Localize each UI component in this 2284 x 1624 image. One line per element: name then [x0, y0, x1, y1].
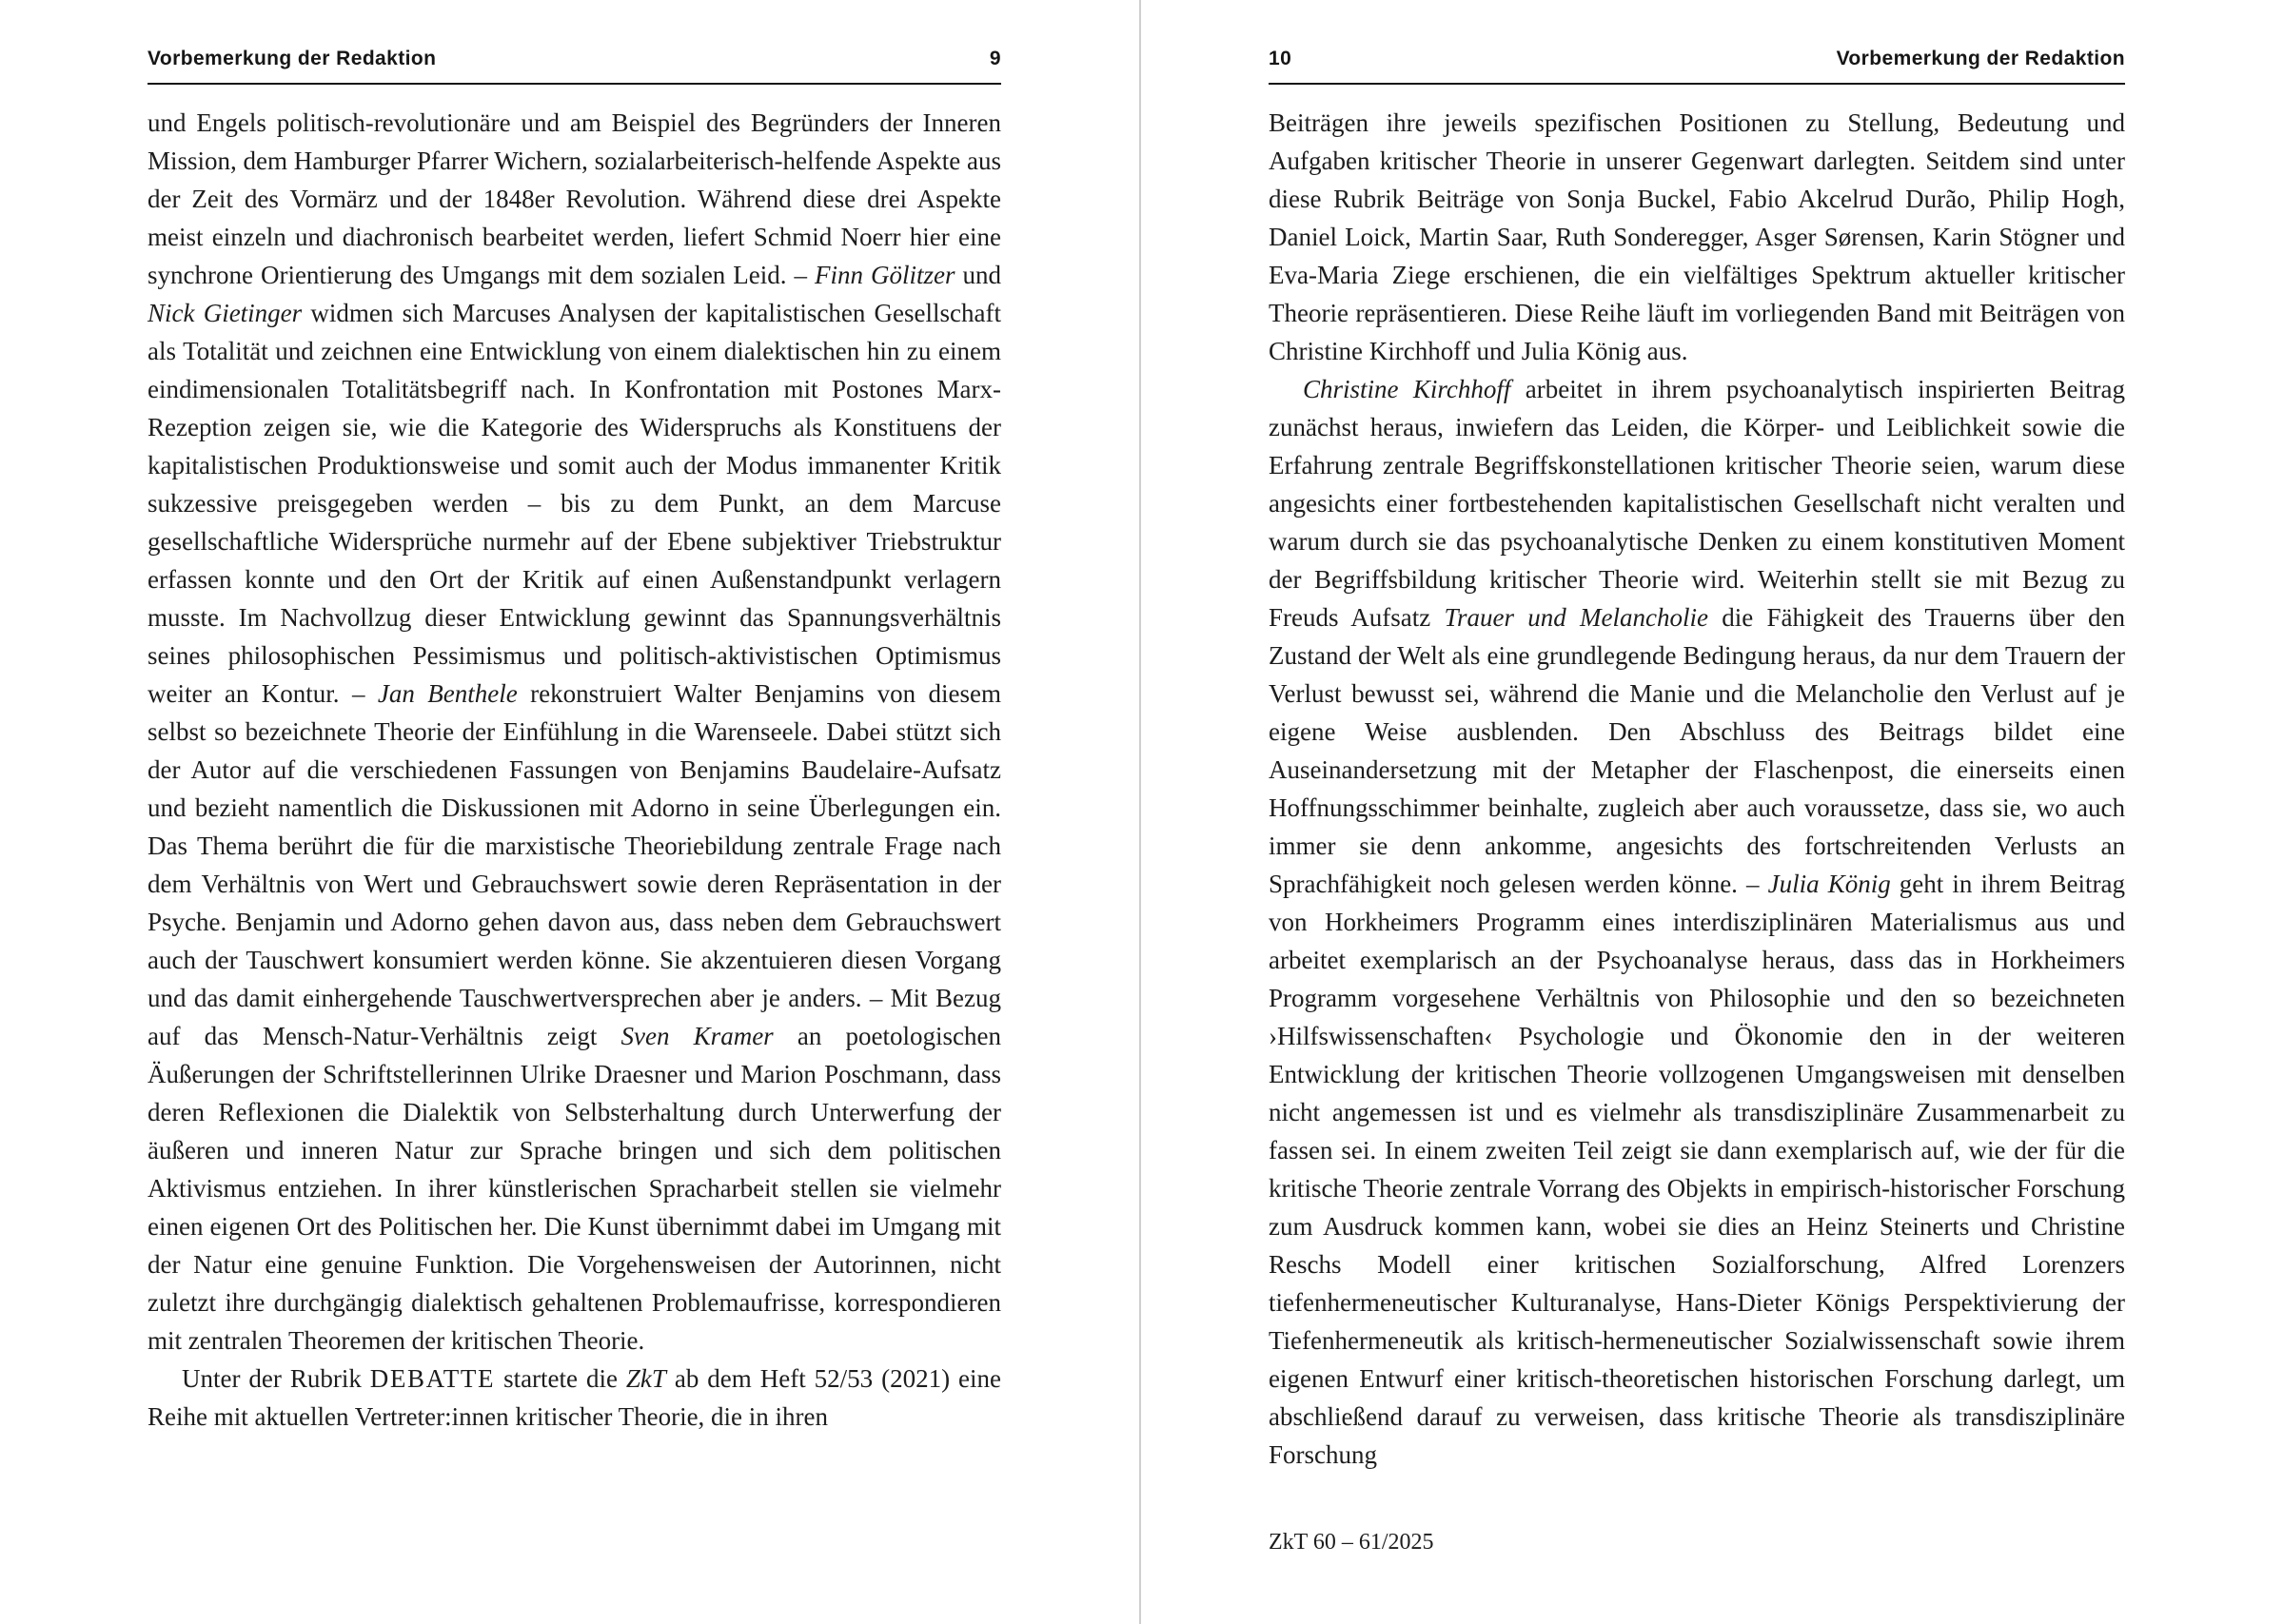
running-head-right [1269, 48, 2125, 83]
paragraph: Beiträgen ihre jeweils spezifischen Positionen zu Stellung, Bedeutung und Aufgaben kritischer Theorie in unserer Gegenwart darlegten. Seitdem sind unter diese Rubrik Beiträge von Sonja Buckel, Fabio Akcelrud Durão, Philip Hogh, Daniel Loick, Martin Saar, Ruth Sonderegger, Asger Sørensen, Karin Stögner und Eva-Maria Ziege erschienen, die ein vielfältiges Spektrum aktueller kritischer Theorie repräsentieren. Diese Reihe läuft im vorliegenden Band mit Beiträgen von Christine Kirchhoff und Julia König aus. [1269, 108, 2125, 365]
running-header-title: Vorbemerkung der Redaktion [1836, 48, 2125, 69]
paragraph: und Engels politisch-revolutionäre und am Beispiel des Begründers der Inneren Mission, dem Hamburger Pfarrer Wichern, sozialarbeiterisch-helfende Aspekte aus der Zeit des Vormärz und der 1848er Revolution. Während diese drei Aspekte meist einzeln und diachronisch bearbeitet werden, liefert Schmid Noerr hier eine synchrone Orientierung des Umgangs mit dem sozialen Leid. – Finn Gölitzer und Nick Gietinger widmen sich Marcuses Analysen der kapitalistischen Gesellschaft als Totalität und zeichnen eine Entwicklung von einem dialektischen hin zu einem eindimensionalen Totalitätsbegriff nach. In Konfrontation mit Postones Marx-Rezeption zeigen sie, wie die Kategorie des Widerspruchs als Konstituens der kapitalistischen Produktionsweise und somit auch der Modus immanenter Kritik sukzessive preisgegeben werden – bis zu dem Punkt, an dem Marcuse gesellschaftliche Widersprüche nurmehr auf der Ebene subjektiver Triebstruktur erfassen konnte und den Ort der Kritik auf einen Außenstandpunkt verlagern musste. Im Nachvollzug dieser Entwicklung gewinnt das Spannungsverhältnis seines philosophischen Pessimismus und politisch-aktivistischen Optimismus weiter an Kontur. – Jan Benthele rekonstruiert Walter Benjamins von diesem selbst so bezeichnete Theorie der Einfühlung in die Warenseele. Dabei stützt sich der Autor auf die verschiedenen Fassungen von Benjamins Baudelaire-Aufsatz und bezieht namentlich die Diskussionen mit Adorno in seine Überlegungen ein. Das Thema berührt die für die marxistische Theoriebildung zentrale Frage nach dem Verhältnis von Wert und Gebrauchswert sowie deren Repräsentation in der Psyche. Benjamin und Adorno gehen davon aus, dass neben dem Gebrauchswert auch der Tauschwert konsumiert werden könne. Sie akzentuieren diesen Vorgang und das damit einhergehende Tauschwertversprechen aber je anders. – Mit Bezug auf das Mensch-Natur-Verhältnis zeigt Sven Kramer an poetologischen Äußerungen der Schriftstellerinnen Ulrike Draesner und Marion Poschmann, dass deren Reflexionen die Dialektik von Selbsterhaltung durch Unterwerfung der äußeren und inneren Natur zur Sprache bringen und sich dem politischen Aktivismus entziehen. In ihrer künstlerischen Spracharbeit stellen sie vielmehr einen eigenen Ort des Politischen her. Die Kunst übernimmt dabei im Umgang mit der Natur eine genuine Funktion. Die Vorgehensweisen der Autorinnen, nicht zuletzt ihre durchgängig dialektisch gehaltenen Problemaufrisse, korrespondieren mit zentralen Theoremen der kritischen Theorie. [148, 108, 1002, 1355]
journal-footer: ZkT 60 – 61/2025 [1269, 1530, 1434, 1555]
page-number: 10 [1269, 48, 1292, 69]
page-left-inner [148, 48, 1001, 1436]
page-left [0, 0, 1139, 1624]
header-rule [1269, 83, 2125, 85]
page-number: 9 [989, 48, 1001, 69]
right-page-body [1269, 104, 2125, 1474]
running-header-title: Vorbemerkung der Redaktion [148, 48, 437, 69]
page-right [1141, 0, 2284, 1624]
running-head-left [148, 48, 1001, 83]
paragraph: Christine Kirchhoff arbeitet in ihrem psychoanalytisch inspirierten Beitrag zunächst heraus, inwiefern das Leiden, die Körper- und Leiblichkeit sowie die Erfahrung zentrale Begriffskonstellationen kritischer Theorie seien, warum diese angesichts einer fortbestehenden kapitalistischen Gesellschaft nicht veralten und warum durch sie das psychoanalytische Denken zu einem konstitutiven Moment der Begriffsbildung kritischer Theorie wird. Weiterhin stellt sie mit Bezug zu Freuds Aufsatz Trauer und Melancholie die Fähigkeit des Trauerns über den Zustand der Welt als eine grundlegende Bedingung heraus, da nur dem Trauern der Verlust bewusst sei, während die Manie und die Melancholie den Verlust auf je eigene Weise ausblenden. Den Abschluss des Beitrags bildet eine Auseinandersetzung mit der Metapher der Flaschenpost, die einerseits einen Hoffnungsschimmer beinhalte, zugleich aber auch voraussetze, dass sie, wo auch immer sie denn ankomme, angesichts des fortschreitenden Verlusts an Sprachfähigkeit noch gelesen werden könne. – Julia König geht in ihrem Beitrag von Horkheimers Programm eines interdisziplinären Materialismus aus und arbeitet exemplarisch an der Psychoanalyse heraus, dass das in Horkheimers Programm vorgesehene Verhältnis von Philosophie und den so bezeichneten ›Hilfswissenschaften‹ Psychologie und Ökonomie den in der weiteren Entwicklung der kritischen Theorie vollzogenen Umgangsweisen mit denselben nicht angemessen ist und es vielmehr als transdisziplinäre Zusammenarbeit zu fassen sei. In einem zweiten Teil zeigt sie dann exemplarisch auf, wie der für die kritische Theorie zentrale Vorrang des Objekts in empirisch-historischer Forschung zum Ausdruck kommen kann, wobei sie dies an Heinz Steinerts und Christine Reschs Modell einer kritischen Sozialforschung, Alfred Lorenzers tiefenhermeneutischer Kulturanalyse, Hans-Dieter Königs Perspektivierung der Tiefenhermeneutik als kritisch-hermeneutischer Sozialwissenschaft sowie ihrem eigenen Entwurf einer kritisch-theoretischen historischen Forschung darlegt, um abschließend darauf zu verweisen, dass kritische Theorie als transdisziplinäre Forschung [1269, 375, 2126, 1469]
page-right-inner [1269, 48, 2125, 1474]
paragraph: Unter der Rubrik DEBATTE startete die ZkT ab dem Heft 52/53 (2021) eine Reihe mit aktuellen Vertreter:innen kritischer Theorie, die in ihren [148, 1364, 1001, 1431]
header-rule [148, 83, 1001, 85]
left-page-body [148, 104, 1001, 1436]
